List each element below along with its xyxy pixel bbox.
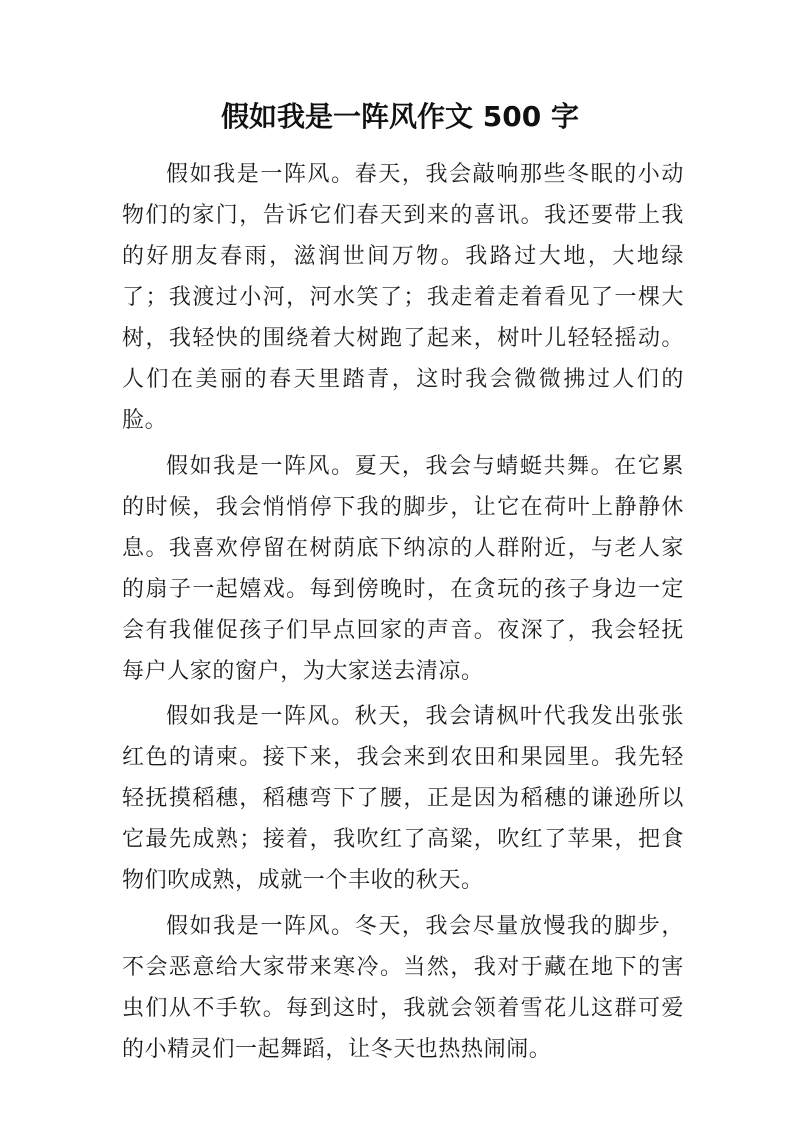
- paragraph-summer: 假如我是一阵风。夏天，我会与蜻蜓共舞。在它累的时候，我会悄悄停下我的脚步，让它在荷叶上静静休息。我喜欢停留在树荫底下纳凉的人群附近，与老人家的扇子一起嬉戏。每到傍晚时，在贪玩的孩子身边一定会有我催促孩子们早点回家的声音。夜深了，我会轻抚每户人家的窗户，为大家送去清凉。: [122, 453, 684, 684]
- document-body: [122, 154, 684, 1074]
- paragraph-winter: 假如我是一阵风。冬天，我会尽量放慢我的脚步，不会恶意给大家带来寒冷。当然，我对于藏在地下的害虫们从不手软。每到这时，我就会领着雪花儿这群可爱的小精灵们一起舞蹈，让冬天也热热闹闹。: [122, 913, 684, 1062]
- document-title: 假如我是一阵风作文 500 字: [221, 100, 579, 133]
- paragraph-spring: 假如我是一阵风。春天，我会敲响那些冬眠的小动物们的家门，告诉它们春天到来的喜讯。我还要带上我的好朋友春雨，滋润世间万物。我路过大地，大地绿了；我渡过小河，河水笑了；我走着走着看见了一棵大树，我轻快的围绕着大树跑了起来，树叶儿轻轻摇动。人们在美丽的春天里踏青，这时我会微微拂过人们的脸。: [122, 162, 684, 433]
- paragraph-autumn: 假如我是一阵风。秋天，我会请枫叶代我发出张张红色的请柬。接下来，我会来到农田和果园里。我先轻轻抚摸稻穗，稻穗弯下了腰，正是因为稻穗的谦逊所以它最先成熟；接着，我吹红了高粱，吹红了苹果，把食物们吹成熟，成就一个丰收的秋天。: [122, 704, 684, 893]
